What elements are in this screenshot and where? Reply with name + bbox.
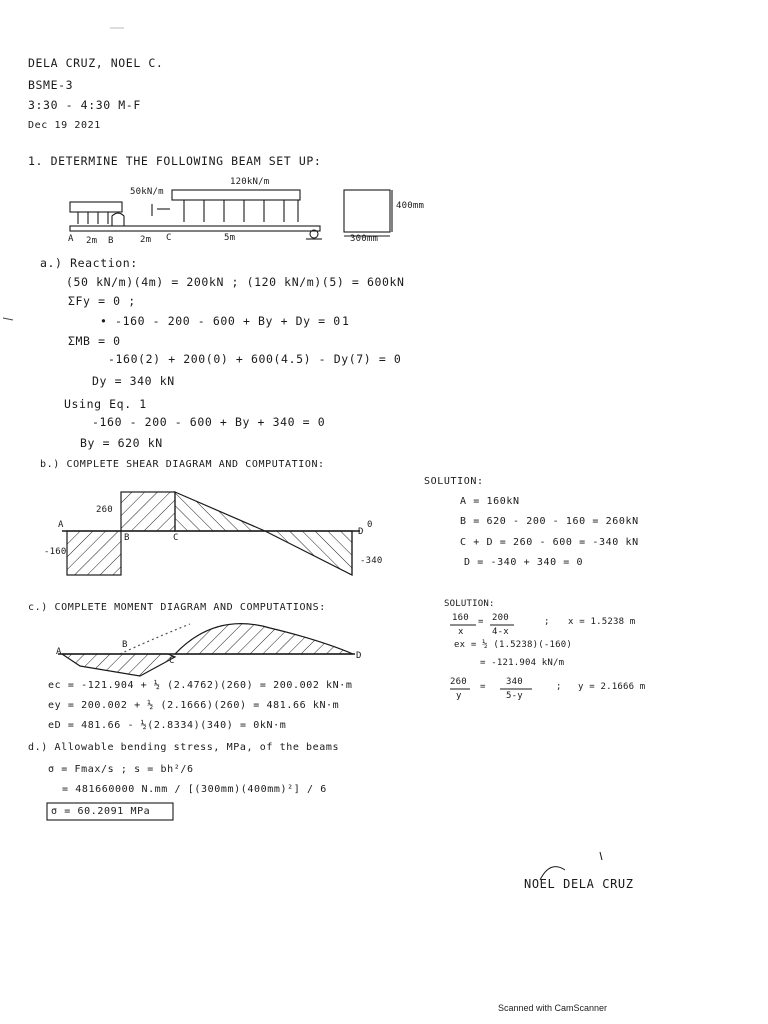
moment-region-neg [62,654,175,676]
part-a-line-2: ΣFy = 0 ; [68,294,136,308]
fig-point-a: A [68,234,74,244]
shear-region-c-pos [175,492,265,531]
part-a-line-1: (50 kN/m)(4m) = 200kN ; (120 kN/m)(5) = 600kN [66,275,405,289]
part-a-line-4: ΣMB = 0 [68,334,121,348]
moment-diagram [58,624,355,676]
part-c-line-1: ec = -121.904 + ½ (2.4762)(260) = 200.002 kN·m [48,680,353,691]
moment-label-d: D [356,651,362,661]
frac2-result: y = 2.1666 m [578,682,646,692]
date: Dec 19 2021 [28,120,101,131]
shear-label-b: B [124,533,130,543]
part-a-line-6: Dy = 340 kN [92,374,175,388]
shear-label-c: C [173,533,179,543]
shear-label-260: 260 [96,505,113,515]
shear-solution-2: B = 620 - 200 - 160 = 260kN [460,516,639,527]
shear-solution-4: D = -340 + 340 = 0 [464,557,584,568]
part-d-label: d.) Allowable bending stress, MPa, of the beams [28,742,340,753]
shear-label-a: A [58,520,64,530]
moment-label-b: B [122,640,128,650]
problem-title: 1. DETERMINE THE FOLLOWING BEAM SET UP: [28,154,322,168]
frac2-num2: 340 [506,677,523,687]
margin-mark [3,318,13,320]
moment-label-a: A [56,647,62,657]
fig-seg-cd: 5m [224,233,236,243]
part-c-line-2: ey = 200.002 + ½ (2.1666)(260) = 481.66 kN·m [48,700,340,711]
part-d-answer: σ = 60.2091 MPa [51,806,151,817]
signature: NOEL DELA CRUZ [524,877,634,891]
moment-label-c: C [169,656,175,666]
shear-label-d: D [358,527,364,537]
frac1-den: x [458,627,464,637]
fig-point-c: C [166,233,172,243]
shear-solution-3: C + D = 260 - 600 = -340 kN [460,537,639,548]
part-a-label: a.) Reaction: [40,256,138,270]
beam-body [70,226,320,231]
frac1-den2: 4-x [492,627,509,637]
part-a-line-3: • -160 - 200 - 600 + By + Dy = 0 [100,314,341,328]
frac2-num: 260 [450,677,467,687]
part-d-line-2: = 481660000 N.mm / [(300mm)(400mm)²] / 6 [62,784,327,795]
frac1-num2: 200 [492,613,509,623]
height-label: 400mm [396,201,425,211]
shear-solution-title: SOLUTION: [424,476,484,487]
fig-seg-ab: 2m [86,236,98,246]
class-schedule: 3:30 - 4:30 M-F [28,98,141,112]
load-label-2: 120kN/m [230,177,270,187]
shear-label-neg340: -340 [360,556,383,566]
student-name: DELA CRUZ, NOEL C. [28,56,164,70]
shear-region-ab [67,531,121,575]
cross-section [344,190,390,232]
ex-line-1: ex = ½ (1.5238)(-160) [454,640,572,650]
fig-seg-bc: 2m [140,235,152,245]
frac2-den: y [456,691,462,701]
part-d-line-1: σ = Fmax/s ; s = bh²/6 [48,764,194,775]
equation-marker: 1 [342,314,350,328]
moment-solution-title: SOLUTION: [444,599,495,609]
student-section: BSME-3 [28,78,74,92]
beam-figure [70,187,392,239]
scanner-watermark: Scanned with CamScanner [498,1003,608,1013]
shear-label-d0: 0 [367,520,373,530]
moment-region-pos [175,624,353,654]
part-b-label: b.) COMPLETE SHEAR DIAGRAM AND COMPUTATION: [40,459,325,470]
signature-scribble [540,852,602,880]
part-c-label: c.) COMPLETE MOMENT DIAGRAM AND COMPUTATIONS: [28,602,326,613]
uniform-load-2 [172,190,300,200]
part-a-line-7: Using Eq. 1 [64,397,147,411]
load-label-1: 50kN/m [130,187,164,197]
ex-line-2: = -121.904 kN/m [480,658,565,668]
part-a-line-5: -160(2) + 200(0) + 600(4.5) - Dy(7) = 0 [108,352,402,366]
part-a-line-9: By = 620 kN [80,436,163,450]
frac1-result: x = 1.5238 m [568,617,636,627]
part-c-line-3: eD = 481.66 - ½(2.8334)(340) = 0kN·m [48,720,287,731]
uniform-load-1 [70,202,122,212]
support-b [112,213,124,226]
frac2-den2: 5-y [506,691,523,701]
shear-region-bc [121,492,175,531]
shear-region-d-neg [265,531,352,575]
frac1-num: 160 [452,613,469,623]
part-a-line-8: -160 - 200 - 600 + By + 340 = 0 [92,415,326,429]
shear-solution-1: A = 160kN [460,496,520,507]
width-label: 300mm [350,234,379,244]
shear-label-neg160: -160 [44,547,67,557]
fig-point-b: B [108,236,114,246]
